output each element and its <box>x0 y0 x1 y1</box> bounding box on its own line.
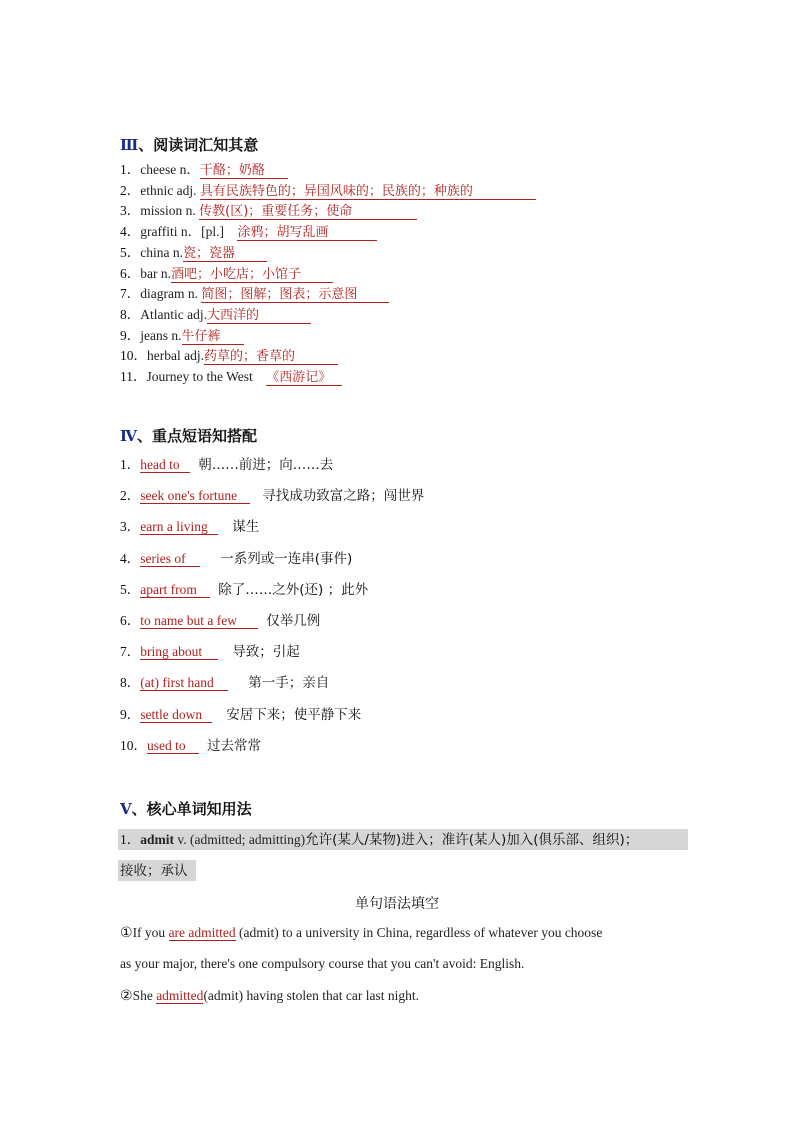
phrase-row <box>120 550 352 569</box>
phrase-row-answer: bring about <box>140 644 218 660</box>
vocab-row-word: cheese n． <box>140 162 200 177</box>
section-3-heading <box>120 134 258 155</box>
phrase-row-answer: head to <box>140 457 190 473</box>
vocab-row <box>120 223 377 242</box>
phrase-row-number: 8． <box>120 675 141 691</box>
phrase-row-number: 3． <box>120 519 141 535</box>
question-1-line2: as your major, there's one compulsory course that you can't avoid: English. <box>120 956 525 971</box>
vocab-row-number: 3． <box>120 203 141 219</box>
vocab-row-answer: 酒吧；小吃店；小馆子 <box>171 267 333 283</box>
vocab-row-answer: 干酪；奶酪 <box>200 163 288 179</box>
question-1-line1: ①If you are admitted (admit) to a university in China, regardless of whatever you choose <box>120 925 603 941</box>
vocab-row-word: ethnic adj. <box>140 182 200 198</box>
phrase-row-number: 2． <box>120 488 141 504</box>
phrase-row <box>120 674 329 693</box>
vocab-row-answer: 大西洋的 <box>207 308 311 324</box>
vocab-row-answer: 《西游记》 <box>266 370 342 386</box>
phrase-row-answer: settle down <box>140 707 212 723</box>
phrase-row-meaning: 安居下来；使平静下来 <box>226 706 362 723</box>
vocab-row <box>120 182 536 201</box>
vocab-row-number: 4． <box>120 224 141 240</box>
vocab-row-word: mission n. <box>140 203 200 219</box>
vocab-entry-line1: 1．admit v. (admitted; admitting)允许(某人/某物)进入；准许(某人)加入(俱乐部、组织)； <box>120 832 639 848</box>
phrase-row-meaning: 仅举几例 <box>266 613 321 629</box>
phrase-row-answer: to name but a few <box>140 613 258 629</box>
phrase-row-number: 1． <box>120 457 141 472</box>
vocab-row-word: herbal adj. <box>147 348 204 364</box>
vocab-row <box>120 244 267 263</box>
phrase-row-meaning: 第一手；亲自 <box>248 675 330 692</box>
phrase-row-meaning: 谋生 <box>232 519 260 536</box>
vocab-row-number: 10． <box>120 348 147 364</box>
vocab-row-word: bar n. <box>140 265 171 281</box>
vocab-row-word: graffiti n．[pl.] <box>140 224 238 240</box>
phrase-row-number: 10． <box>120 737 147 753</box>
phrase-row-answer: used to <box>147 738 199 754</box>
phrase-row-meaning: 一系列或一连串(事件) <box>220 550 353 567</box>
vocab-row-answer: 涂鸦；胡写乱画 <box>237 225 377 241</box>
vocab-row-answer: 传教(区)；重要任务；使命 <box>199 204 417 220</box>
section-3-numeral: Ⅲ <box>120 136 139 154</box>
phrase-row <box>120 706 361 725</box>
vocab-row-answer: 具有民族特色的；异国风味的；民族的；种族的 <box>200 184 536 200</box>
vocab-row-word: jeans n. <box>140 327 182 343</box>
phrase-row-answer: seek one's fortune <box>140 488 250 504</box>
phrase-row <box>120 487 424 506</box>
vocab-row <box>120 285 389 304</box>
phrase-row-meaning: 导致；引起 <box>232 644 300 661</box>
section-5-heading <box>120 798 252 819</box>
phrase-row-answer: series of <box>140 551 200 567</box>
phrase-row-meaning: 朝……前进；向……去 <box>198 457 334 473</box>
phrase-row <box>120 737 261 756</box>
vocab-row-answer: 简图；图解；图表；示意图 <box>201 287 389 303</box>
phrase-row-number: 6． <box>120 613 141 628</box>
vocab-row-number: 7． <box>120 286 141 302</box>
section-4-title: 、重点短语知搭配 <box>137 427 258 445</box>
vocab-row <box>120 306 311 325</box>
vocab-row-answer: 牛仔裤 <box>182 329 244 345</box>
exercise-subheading: 单句语法填空 <box>355 896 439 912</box>
phrase-row-answer: apart from <box>140 582 210 598</box>
phrase-row-meaning: 过去常常 <box>207 737 261 754</box>
section-4-heading <box>120 425 257 446</box>
section-4-numeral: Ⅳ <box>120 427 138 445</box>
question-2: ②She admitted(admit) having stolen that car last night. <box>120 988 420 1004</box>
vocab-row-answer: 药草的；香草的 <box>204 349 338 365</box>
phrase-row-answer: (at) first hand <box>140 675 228 691</box>
vocab-row <box>120 265 333 284</box>
vocab-row-number: 6． <box>120 265 141 281</box>
phrase-row-number: 7． <box>120 644 141 660</box>
phrase-row <box>120 518 259 537</box>
vocab-row-number: 8． <box>120 306 141 322</box>
vocab-row-word: china n. <box>140 244 183 260</box>
vocab-row <box>120 347 338 366</box>
vocab-row-number: 5． <box>120 244 141 260</box>
phrase-row <box>120 581 368 600</box>
vocab-row <box>120 161 288 180</box>
phrase-row <box>120 612 320 631</box>
vocab-row-word: diagram n. <box>140 286 202 302</box>
phrase-row-answer: earn a living <box>140 519 218 535</box>
phrase-row-number: 9． <box>120 706 141 722</box>
phrase-row-meaning: 寻找成功致富之路；闯世界 <box>262 488 425 505</box>
section-3-title: 、阅读词汇知其意 <box>138 136 259 154</box>
vocab-row-number: 1． <box>120 162 141 177</box>
vocab-entry-line2: 接收；承认 <box>120 863 188 879</box>
phrase-row-number: 4． <box>120 550 141 566</box>
question-1-answer: are admitted <box>168 925 236 940</box>
section-5-title: 、核心单词知用法 <box>131 800 252 818</box>
vocab-row <box>120 368 342 387</box>
phrase-row-number: 5． <box>120 581 141 597</box>
vocab-row-number: 9． <box>120 327 141 343</box>
entry-word: admit <box>140 832 174 847</box>
vocab-row-number: 11． <box>120 369 147 384</box>
vocab-row <box>120 202 417 221</box>
vocab-row-number: 2． <box>120 182 141 198</box>
phrase-row <box>120 643 300 662</box>
phrase-row <box>120 456 333 475</box>
question-2-answer: admitted <box>156 988 204 1003</box>
phrase-row-meaning: 除了……之外(还) ；此外 <box>218 581 369 598</box>
vocab-row-word: Atlantic adj. <box>140 306 207 322</box>
vocab-row-answer: 瓷；瓷器 <box>183 246 267 262</box>
section-5-numeral: Ⅴ <box>120 800 132 818</box>
vocab-row-word: Journey to the West <box>146 369 267 384</box>
vocab-row <box>120 327 244 346</box>
